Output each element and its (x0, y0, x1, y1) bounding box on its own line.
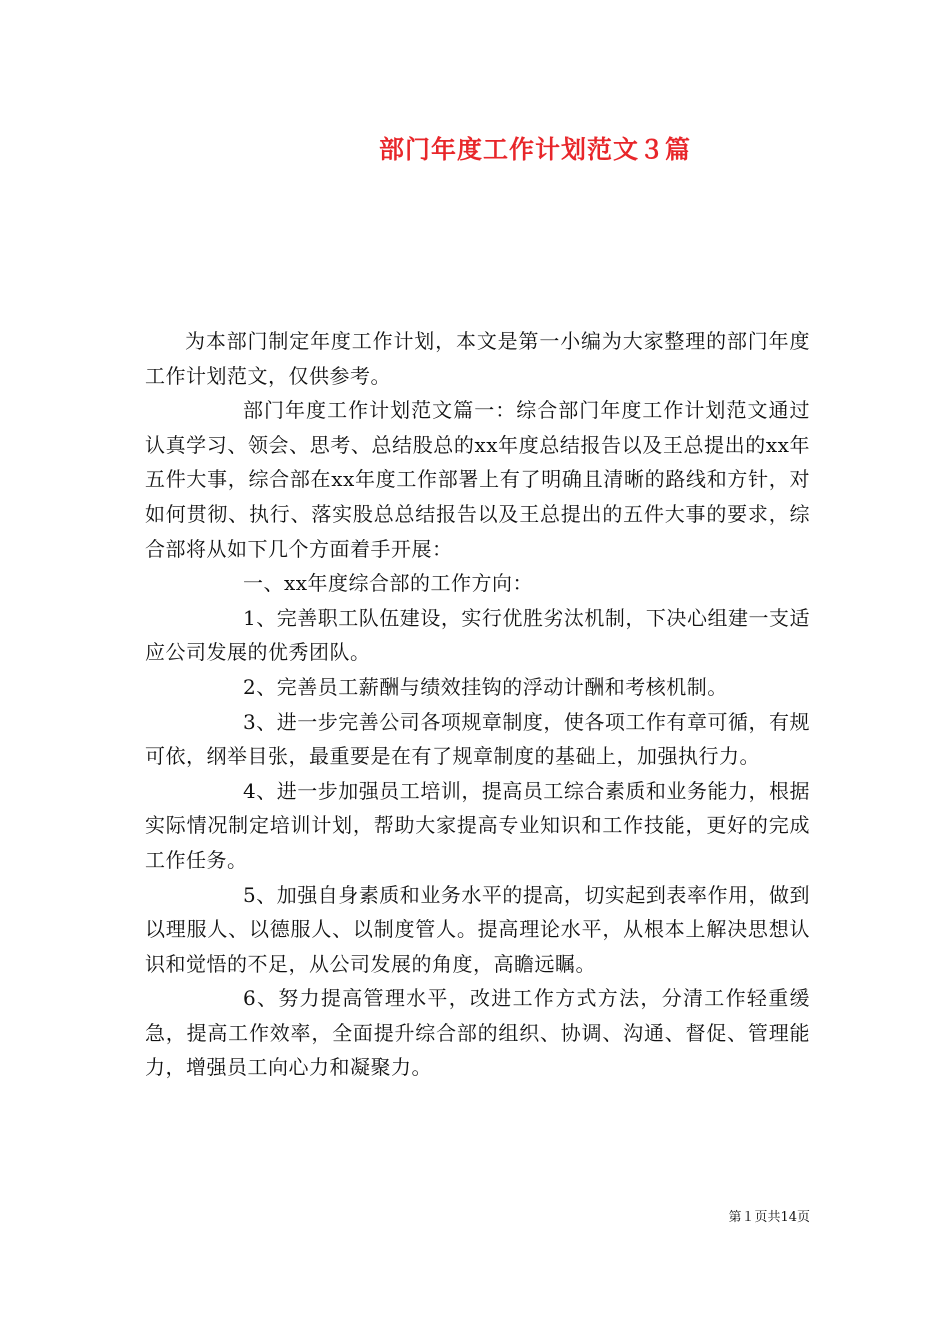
list-item-4: 4、进一步加强员工培训，提高员工综合素质和业务能力，根据实际情况制定培训计划，帮助大家提高专业知识和工作技能，更好的完成工作任务。 (145, 778, 810, 872)
document-title: 部门年度工作计划范文３篇 (378, 135, 691, 164)
list-item-5: 5、加强自身素质和业务水平的提高，切实起到表率作用，做到以理服人、以德服人、以制度管人。提高理论水平，从根本上解决思想认识和觉悟的不足，从公司发展的角度，高瞻远瞩。 (145, 882, 810, 976)
intro-paragraph: 为本部门制定年度工作计划，本文是第一小编为大家整理的部门年度工作计划范文，仅供参考。 (145, 329, 810, 388)
list-item-2: 2、完善员工薪酬与绩效挂钩的浮动计酬和考核机制。 (243, 674, 728, 699)
direction-heading: 一、xx年度综合部的工作方向： (243, 571, 534, 596)
page-number: 第１页共14页 (728, 1210, 810, 1225)
document-body (145, 324, 810, 1085)
list-item-3: 3、进一步完善公司各项规章制度，使各项工作有章可循，有规可依，纲举目张，最重要是在有了规章制度的基础上，加强执行力。 (145, 709, 810, 769)
section-one-paragraph: 部门年度工作计划范文篇一：综合部门年度工作计划范文通过认真学习、领会、思考、总结股总的xx年度总结报告以及王总提出的xx年五件大事，综合部在xx年度工作部署上有了明确且清晰的路线和方针，对如何贯彻、执行、落实股总总结报告以及王总提出的五件大事的要求，综合部将从如下几个方面着手开展： (145, 398, 810, 561)
list-item-1: 1、完善职工队伍建设，实行优胜劣汰机制，下决心组建一支适应公司发展的优秀团队。 (145, 605, 810, 665)
list-item-6: 6、努力提高管理水平，改进工作方式方法，分清工作轻重缓急，提高工作效率，全面提升综合部的组织、协调、沟通、督促、管理能力，增强员工向心力和凝聚力。 (145, 986, 810, 1080)
